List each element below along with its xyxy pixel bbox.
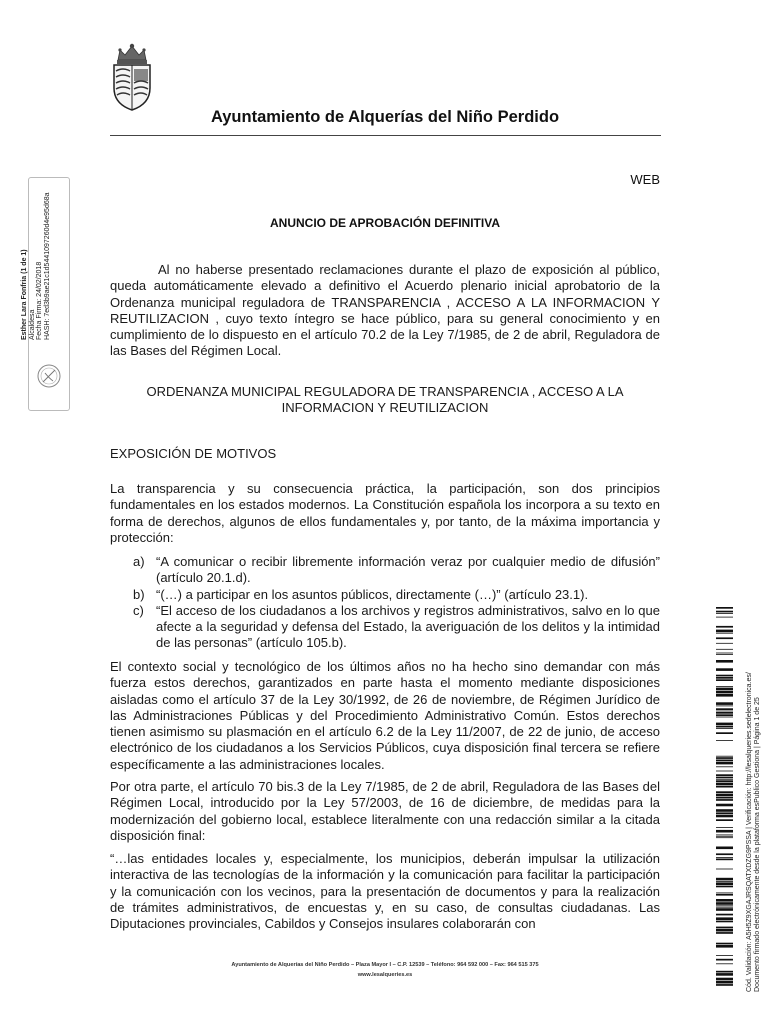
footer-website: www.lesalqueries.es	[357, 972, 413, 978]
stamp-role: Alcaldesa	[28, 309, 36, 340]
paragraph-4: “…las entidades locales y, especialmente, los municipios, deberán impulsar la utilización interactiva de las tecnologías de la información y la comunicación para facilitar la participación y la comunicación con los vecinos, para la presentación de documentos y para la realización de trámites administrativos, de encuestas y, en su caso, de consultas ciudadanas. Las Diputaciones provinciales, Cabildos y Consejos insulares colaborarán con	[110, 851, 660, 932]
stamp-signer: Esther Lara Fonfria (1 de 1)	[21, 249, 28, 340]
stamp-sign-date: Fecha Firma: 24/02/2018	[36, 261, 43, 340]
ordinance-title: ORDENANZA MUNICIPAL REGULADORA DE TRANSPARENCIA , ACCESO A LA INFORMACION Y REUTILIZACION	[146, 384, 624, 416]
list-item	[110, 554, 660, 587]
list-item-text: “A comunicar o recibir libremente información veraz por cualquier medio de difusión” (artículo 20.1.d).	[156, 554, 660, 586]
paragraph-1: La transparencia y su consecuencia práctica, la participación, son dos principios fundamentales en los estados modernos. La Constitución española los incorpora a su texto en forma de derechos, algunos de ellos fundamentales y, por tanto, de la máxima importancia y protección:	[110, 481, 660, 545]
list-item	[110, 587, 660, 603]
header-divider	[110, 135, 661, 136]
page-title: Ayuntamiento de Alquerías del Niño Perdido	[210, 108, 560, 126]
list-item-text: “(…) a participar en los asuntos públicos, directamente (…)” (artículo 23.1).	[156, 586, 589, 602]
list-marker: a)	[133, 554, 145, 569]
footer-address: Ayuntamiento de Alquerías del Niño Perdido – Plaza Mayor I – C.P. 12539 – Teléfono: 964 592 000 – Fax: 964 515 375	[231, 962, 539, 968]
validation-platform: Documento firmado electrónicamente desde la plataforma esPublico Gestiona | Página 1 de 25	[754, 697, 761, 992]
intro-paragraph: Al no haberse presentado reclamaciones durante el plazo de exposición al público, queda automáticamente elevado a definitivo el Acuerdo plenario inicial aprobatorio de la Ordenanza municipal reguladora de TRANSPARENCIA , ACCESO A LA INFORMACION Y REUTILIZACION , cuyo texto íntegro se hace público, para su general conocimiento y en cumplimiento de lo dispuesto en el artículo 70.2 de la Ley 7/1985, de 2 de abril, Reguladora de las Bases del Régimen Local.	[110, 262, 660, 359]
list-marker: b)	[133, 586, 145, 602]
section-title: EXPOSICIÓN DE MOTIVOS	[110, 446, 277, 461]
paragraph-2: El contexto social y tecnológico de los últimos años no ha hecho sino demandar con más fuerza estos derechos, garantizados en parte hasta el momento mediante disposiciones aisladas como el artículo 37 de la Ley 30/1992, de 26 de noviembre, de Régimen Jurídico de las Administraciones Públicas y del Procedimiento Administrativo Común. Estos derechos tienen asimismo su plasmación en el artículo 6.2 de la Ley 11/2007, de 22 de junio, de acceso electrónico de los ciudadanos a los Servicios Públicos, cuya disposición final tercera se refiere específicamente a las administraciones locales.	[110, 659, 660, 772]
validation-code: Cód. Validación: A5H5Z9XGAJRSQATXDZG9PSSA | Verificación: http://lesalqueries.sedelectronica.es/	[746, 672, 753, 992]
list-marker: c)	[133, 602, 144, 618]
municipal-crest-icon	[108, 42, 156, 112]
signature-stamp-text	[21, 192, 51, 340]
barcode-icon	[716, 607, 733, 992]
web-label: WEB	[630, 172, 660, 187]
stamp-hash: HASH: 7ed3b9ae21c1d5441097260d4e95d68a	[43, 192, 51, 340]
constitution-articles-list	[110, 554, 660, 652]
signature-stamp	[21, 177, 70, 411]
announcement-title: ANUNCIO DE APROBACIÓN DEFINITIVA	[269, 216, 500, 230]
validation-text	[746, 672, 762, 992]
list-item	[110, 603, 660, 652]
paragraph-3: Por otra parte, el artículo 70 bis.3 de la Ley 7/1985, de 2 de abril, Reguladora de las Bases del Régimen Local, introducido por la Ley 57/2003, de 16 de diciembre, de medidas para la modernización del gobierno local, establece literalmente con una redacción similar a la citada disposición final:	[110, 779, 660, 843]
list-item-text: “El acceso de los ciudadanos a los archivos y registros administrativos, salvo en lo que afecte a la seguridad y defensa del Estado, la averiguación de los delitos y la intimidad de las personas” (artículo 105.b).	[156, 602, 660, 651]
signature-seal-icon	[36, 354, 62, 398]
